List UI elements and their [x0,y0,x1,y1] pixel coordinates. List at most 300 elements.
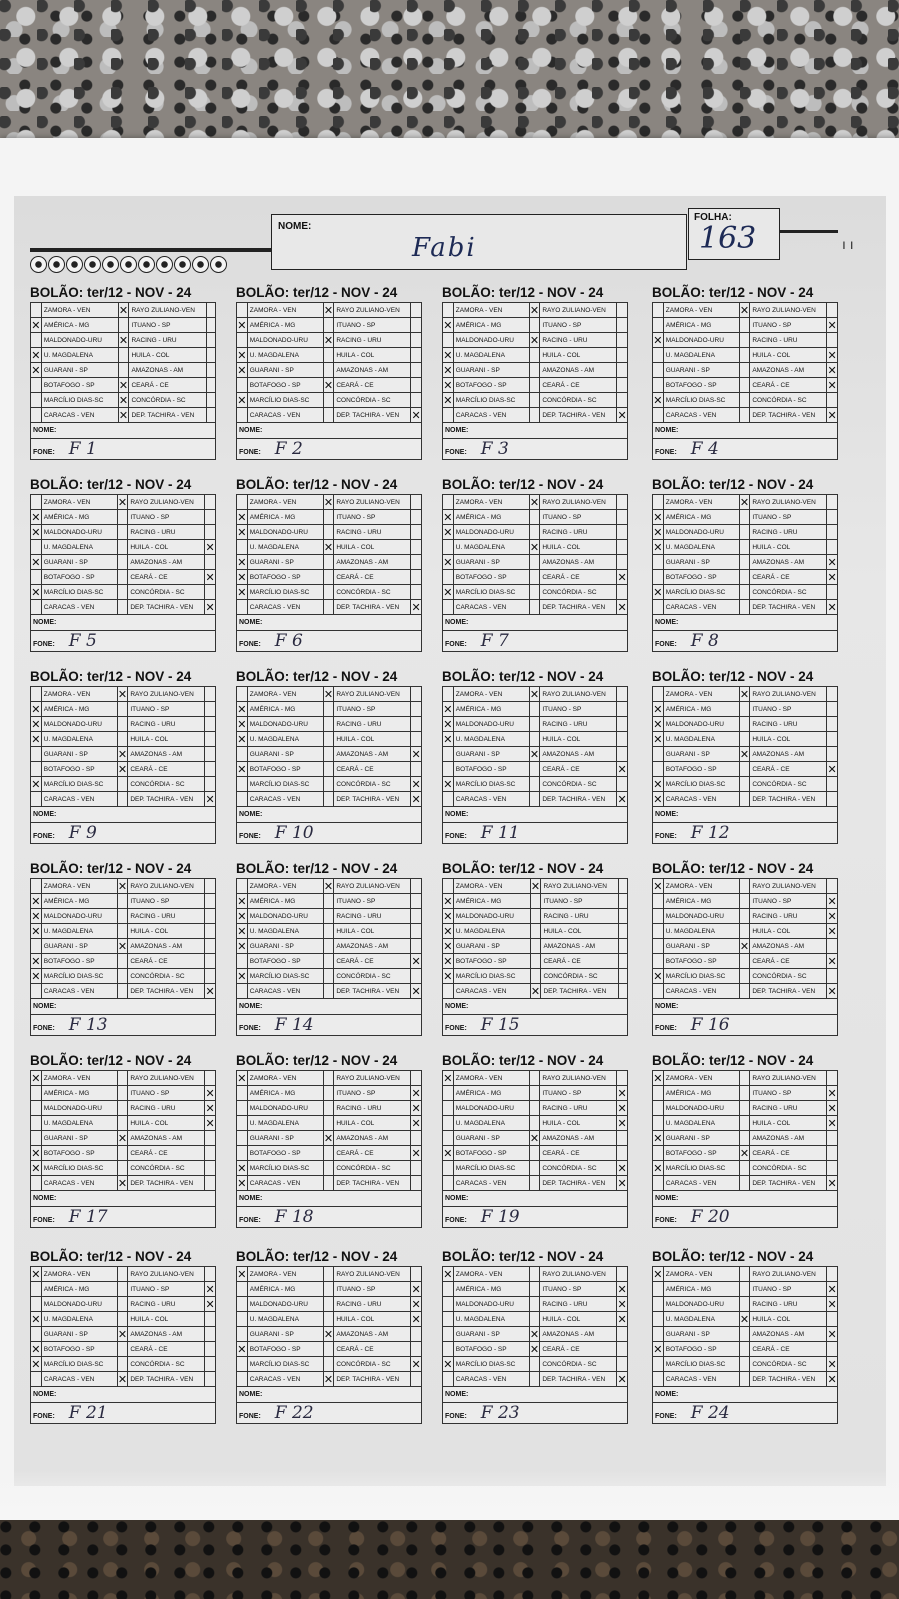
fone-field[interactable] [31,631,216,652]
home-checkbox[interactable] [443,570,454,585]
away-checkbox[interactable] [617,525,628,540]
away-checkbox[interactable] [207,363,216,378]
draw-checkbox[interactable] [118,348,129,363]
home-checkbox[interactable] [653,1357,664,1372]
home-checkbox[interactable] [653,909,664,924]
away-checkbox[interactable]: ✕ [827,601,837,614]
draw-checkbox[interactable] [117,510,128,525]
home-checkbox[interactable]: ✕ [31,1072,41,1085]
draw-checkbox[interactable] [739,333,750,348]
home-checkbox[interactable]: ✕ [31,970,41,983]
home-checkbox[interactable] [653,1282,664,1297]
home-checkbox[interactable] [237,984,248,999]
away-checkbox[interactable] [827,939,838,954]
away-checkbox[interactable]: ✕ [827,763,837,776]
home-checkbox[interactable] [443,1372,454,1387]
draw-checkbox[interactable]: ✕ [117,1373,128,1386]
away-checkbox[interactable] [411,555,422,570]
draw-checkbox[interactable] [117,732,128,747]
draw-checkbox[interactable] [530,939,541,954]
away-checkbox[interactable]: ✕ [205,793,215,806]
away-checkbox[interactable] [207,348,216,363]
draw-checkbox[interactable]: ✕ [323,688,334,701]
away-checkbox[interactable]: ✕ [411,601,421,614]
fone-field[interactable] [653,1403,838,1424]
away-checkbox[interactable] [827,393,838,408]
away-checkbox[interactable] [617,333,628,348]
draw-checkbox[interactable] [739,717,750,732]
home-checkbox[interactable] [653,924,664,939]
draw-checkbox[interactable] [739,510,750,525]
home-checkbox[interactable]: ✕ [31,718,41,731]
home-checkbox[interactable]: ✕ [237,703,247,716]
draw-checkbox[interactable] [323,1342,334,1357]
home-checkbox[interactable] [237,1372,248,1387]
draw-checkbox[interactable]: ✕ [529,1132,540,1145]
draw-checkbox[interactable] [117,777,128,792]
draw-checkbox[interactable] [529,1372,540,1387]
away-checkbox[interactable]: ✕ [827,1373,837,1386]
home-checkbox[interactable] [237,378,248,393]
away-checkbox[interactable]: ✕ [827,985,837,998]
home-checkbox[interactable] [653,1327,664,1342]
draw-checkbox[interactable] [323,747,334,762]
away-checkbox[interactable] [411,909,422,924]
home-checkbox[interactable]: ✕ [653,880,663,893]
away-checkbox[interactable] [617,393,628,408]
draw-checkbox[interactable] [739,1161,750,1176]
home-checkbox[interactable]: ✕ [237,1268,247,1281]
away-checkbox[interactable] [411,510,422,525]
home-checkbox[interactable] [31,1282,42,1297]
draw-checkbox[interactable] [529,363,540,378]
home-checkbox[interactable] [31,1131,42,1146]
draw-checkbox[interactable]: ✕ [117,688,128,701]
home-checkbox[interactable] [31,570,42,585]
home-checkbox[interactable]: ✕ [237,1162,247,1175]
away-checkbox[interactable] [827,1267,838,1282]
draw-checkbox[interactable] [117,894,128,909]
home-checkbox[interactable]: ✕ [31,895,41,908]
away-checkbox[interactable] [617,1267,628,1282]
home-checkbox[interactable]: ✕ [31,1343,41,1356]
home-checkbox[interactable] [31,1372,42,1387]
away-checkbox[interactable]: ✕ [411,1147,421,1160]
home-checkbox[interactable] [443,1312,454,1327]
home-checkbox[interactable]: ✕ [653,793,663,806]
home-checkbox[interactable]: ✕ [653,394,663,407]
draw-checkbox[interactable] [530,954,541,969]
draw-checkbox[interactable] [323,792,334,807]
draw-checkbox[interactable] [739,1327,750,1342]
home-checkbox[interactable]: ✕ [237,895,247,908]
nome-field[interactable] [653,807,838,823]
away-checkbox[interactable] [411,1327,422,1342]
home-checkbox[interactable] [31,687,42,702]
home-checkbox[interactable]: ✕ [653,1132,663,1145]
away-checkbox[interactable] [205,954,216,969]
away-checkbox[interactable] [619,909,628,924]
away-checkbox[interactable] [827,1342,838,1357]
home-checkbox[interactable]: ✕ [31,703,41,716]
home-checkbox[interactable] [237,540,248,555]
away-checkbox[interactable]: ✕ [617,1162,627,1175]
fone-field[interactable] [443,631,628,652]
home-checkbox[interactable] [237,792,248,807]
away-checkbox[interactable] [827,702,838,717]
draw-checkbox[interactable]: ✕ [323,541,334,554]
draw-checkbox[interactable] [117,1071,128,1086]
draw-checkbox[interactable] [529,570,540,585]
home-checkbox[interactable]: ✕ [653,970,663,983]
away-checkbox[interactable]: ✕ [827,1298,837,1311]
home-checkbox[interactable]: ✕ [31,910,41,923]
home-checkbox[interactable] [443,1086,454,1101]
home-checkbox[interactable] [237,747,248,762]
home-checkbox[interactable] [237,495,248,510]
draw-checkbox[interactable] [739,777,750,792]
home-checkbox[interactable] [443,687,454,702]
home-checkbox[interactable]: ✕ [31,925,41,938]
nome-field[interactable] [31,1387,216,1403]
away-checkbox[interactable]: ✕ [827,349,837,362]
home-checkbox[interactable]: ✕ [443,1268,453,1281]
home-checkbox[interactable]: ✕ [653,718,663,731]
draw-checkbox[interactable]: ✕ [118,304,129,317]
away-checkbox[interactable] [827,1131,838,1146]
home-checkbox[interactable] [31,792,42,807]
draw-checkbox[interactable] [323,732,334,747]
draw-checkbox[interactable]: ✕ [117,748,128,761]
home-checkbox[interactable] [443,984,454,999]
home-checkbox[interactable]: ✕ [31,1162,41,1175]
draw-checkbox[interactable]: ✕ [739,940,750,953]
away-checkbox[interactable] [205,702,216,717]
draw-checkbox[interactable] [739,408,750,423]
away-checkbox[interactable] [205,1357,216,1372]
draw-checkbox[interactable] [323,600,334,615]
away-checkbox[interactable] [205,1312,216,1327]
draw-checkbox[interactable] [529,1161,540,1176]
fone-field[interactable] [443,1207,628,1228]
draw-checkbox[interactable] [117,1116,128,1131]
home-checkbox[interactable]: ✕ [237,349,247,362]
draw-checkbox[interactable] [323,909,334,924]
home-checkbox[interactable] [443,1297,454,1312]
draw-checkbox[interactable] [739,570,750,585]
away-checkbox[interactable] [617,318,628,333]
draw-checkbox[interactable]: ✕ [529,334,540,347]
home-checkbox[interactable]: ✕ [653,541,663,554]
draw-checkbox[interactable] [323,1282,334,1297]
draw-checkbox[interactable] [323,969,334,984]
away-checkbox[interactable] [205,495,216,510]
home-checkbox[interactable]: ✕ [443,718,453,731]
away-checkbox[interactable]: ✕ [411,778,421,791]
draw-checkbox[interactable] [323,318,334,333]
away-checkbox[interactable] [411,1176,422,1191]
away-checkbox[interactable]: ✕ [827,910,837,923]
draw-checkbox[interactable] [739,732,750,747]
draw-checkbox[interactable] [117,717,128,732]
away-checkbox[interactable] [411,687,422,702]
away-checkbox[interactable] [617,303,628,318]
home-checkbox[interactable] [31,1116,42,1131]
home-checkbox[interactable]: ✕ [237,718,247,731]
home-checkbox[interactable]: ✕ [31,733,41,746]
draw-checkbox[interactable] [739,1282,750,1297]
draw-checkbox[interactable] [529,1312,540,1327]
away-checkbox[interactable]: ✕ [827,379,837,392]
home-checkbox[interactable]: ✕ [443,379,453,392]
home-checkbox[interactable]: ✕ [443,778,453,791]
away-checkbox[interactable] [205,717,216,732]
nome-field[interactable] [237,423,422,439]
draw-checkbox[interactable] [117,909,128,924]
draw-checkbox[interactable] [529,1071,540,1086]
home-checkbox[interactable]: ✕ [237,556,247,569]
home-checkbox[interactable]: ✕ [653,1268,663,1281]
draw-checkbox[interactable] [117,585,128,600]
fone-field[interactable] [237,1403,422,1424]
away-checkbox[interactable]: ✕ [617,1177,627,1190]
draw-checkbox[interactable] [739,924,750,939]
away-checkbox[interactable] [827,303,838,318]
draw-checkbox[interactable] [323,348,334,363]
away-checkbox[interactable] [411,570,422,585]
away-checkbox[interactable]: ✕ [411,409,421,422]
away-checkbox[interactable] [411,1267,422,1282]
away-checkbox[interactable]: ✕ [205,1087,215,1100]
home-checkbox[interactable]: ✕ [443,526,453,539]
home-checkbox[interactable] [237,1282,248,1297]
draw-checkbox[interactable] [529,348,540,363]
away-checkbox[interactable]: ✕ [827,319,837,332]
away-checkbox[interactable] [617,702,628,717]
draw-checkbox[interactable] [529,585,540,600]
draw-checkbox[interactable] [739,984,750,999]
draw-checkbox[interactable]: ✕ [117,1328,128,1341]
away-checkbox[interactable] [205,762,216,777]
draw-checkbox[interactable] [323,1357,334,1372]
away-checkbox[interactable]: ✕ [205,1117,215,1130]
draw-checkbox[interactable] [323,702,334,717]
draw-checkbox[interactable]: ✕ [739,688,750,701]
home-checkbox[interactable] [443,408,454,423]
away-checkbox[interactable] [617,687,628,702]
away-checkbox[interactable] [411,318,422,333]
away-checkbox[interactable] [205,969,216,984]
away-checkbox[interactable]: ✕ [617,1117,627,1130]
draw-checkbox[interactable] [529,1282,540,1297]
draw-checkbox[interactable] [118,318,129,333]
away-checkbox[interactable] [411,333,422,348]
home-checkbox[interactable]: ✕ [31,349,41,362]
home-checkbox[interactable] [237,600,248,615]
draw-checkbox[interactable] [529,600,540,615]
home-checkbox[interactable] [443,747,454,762]
draw-checkbox[interactable] [117,984,128,999]
draw-checkbox[interactable] [529,1146,540,1161]
away-checkbox[interactable] [617,378,628,393]
home-checkbox[interactable]: ✕ [237,571,247,584]
home-checkbox[interactable] [653,600,664,615]
away-checkbox[interactable] [205,747,216,762]
away-checkbox[interactable]: ✕ [617,1313,627,1326]
away-checkbox[interactable]: ✕ [827,1177,837,1190]
away-checkbox[interactable] [205,1176,216,1191]
away-checkbox[interactable]: ✕ [617,1087,627,1100]
home-checkbox[interactable]: ✕ [237,970,247,983]
draw-checkbox[interactable]: ✕ [323,334,334,347]
home-checkbox[interactable] [653,1372,664,1387]
away-checkbox[interactable] [411,939,422,954]
fone-field[interactable] [653,1207,838,1228]
draw-checkbox[interactable]: ✕ [118,379,129,392]
draw-checkbox[interactable] [117,1267,128,1282]
away-checkbox[interactable]: ✕ [827,571,837,584]
fone-field[interactable] [653,439,838,460]
draw-checkbox[interactable] [739,585,750,600]
away-checkbox[interactable]: ✕ [411,1298,421,1311]
home-checkbox[interactable] [653,1116,664,1131]
draw-checkbox[interactable] [739,954,750,969]
home-checkbox[interactable] [31,600,42,615]
home-checkbox[interactable]: ✕ [443,925,453,938]
nome-field[interactable] [31,999,216,1015]
away-checkbox[interactable] [619,954,628,969]
home-checkbox[interactable]: ✕ [31,586,41,599]
fone-field[interactable] [653,823,838,844]
draw-checkbox[interactable] [117,969,128,984]
draw-checkbox[interactable]: ✕ [739,496,750,509]
home-checkbox[interactable] [31,408,42,423]
home-checkbox[interactable]: ✕ [443,364,453,377]
away-checkbox[interactable] [411,924,422,939]
away-checkbox[interactable]: ✕ [411,985,421,998]
draw-checkbox[interactable] [529,525,540,540]
home-checkbox[interactable]: ✕ [31,526,41,539]
nome-field[interactable] [443,999,628,1015]
draw-checkbox[interactable] [117,600,128,615]
draw-checkbox[interactable] [739,525,750,540]
away-checkbox[interactable] [411,702,422,717]
draw-checkbox[interactable] [323,1161,334,1176]
home-checkbox[interactable]: ✕ [443,733,453,746]
draw-checkbox[interactable] [117,954,128,969]
draw-checkbox[interactable] [323,1176,334,1191]
home-checkbox[interactable] [31,1101,42,1116]
fone-field[interactable] [653,1015,838,1036]
home-checkbox[interactable] [653,495,664,510]
draw-checkbox[interactable] [529,1357,540,1372]
home-checkbox[interactable] [31,939,42,954]
draw-checkbox[interactable] [739,1372,750,1387]
home-checkbox[interactable] [31,495,42,510]
home-checkbox[interactable]: ✕ [653,334,663,347]
nome-field[interactable] [237,807,422,823]
home-checkbox[interactable] [237,777,248,792]
away-checkbox[interactable]: ✕ [617,1283,627,1296]
away-checkbox[interactable]: ✕ [205,571,215,584]
home-checkbox[interactable] [653,1312,664,1327]
home-checkbox[interactable] [31,747,42,762]
draw-checkbox[interactable]: ✕ [529,1328,540,1341]
away-checkbox[interactable] [827,969,838,984]
draw-checkbox[interactable] [530,909,541,924]
draw-checkbox[interactable] [117,1282,128,1297]
draw-checkbox[interactable] [117,555,128,570]
fone-field[interactable] [443,823,628,844]
home-checkbox[interactable]: ✕ [31,1147,41,1160]
draw-checkbox[interactable] [529,762,540,777]
draw-checkbox[interactable] [739,393,750,408]
away-checkbox[interactable] [617,1131,628,1146]
home-checkbox[interactable]: ✕ [443,955,453,968]
home-checkbox[interactable] [443,879,454,894]
home-checkbox[interactable] [237,408,248,423]
away-checkbox[interactable]: ✕ [827,1117,837,1130]
away-checkbox[interactable]: ✕ [617,1373,627,1386]
away-checkbox[interactable]: ✕ [827,955,837,968]
home-checkbox[interactable] [31,879,42,894]
home-checkbox[interactable] [443,1101,454,1116]
draw-checkbox[interactable] [323,894,334,909]
away-checkbox[interactable] [619,969,628,984]
nome-field[interactable] [237,615,422,631]
home-checkbox[interactable]: ✕ [237,364,247,377]
home-checkbox[interactable] [443,792,454,807]
home-checkbox[interactable]: ✕ [653,778,663,791]
draw-checkbox[interactable]: ✕ [529,748,540,761]
draw-checkbox[interactable]: ✕ [529,1343,540,1356]
draw-checkbox[interactable] [117,1357,128,1372]
home-checkbox[interactable] [653,762,664,777]
nome-field[interactable] [653,999,838,1015]
draw-checkbox[interactable] [739,762,750,777]
away-checkbox[interactable]: ✕ [205,1283,215,1296]
draw-checkbox[interactable]: ✕ [117,1132,128,1145]
draw-checkbox[interactable] [739,555,750,570]
home-checkbox[interactable]: ✕ [653,703,663,716]
home-checkbox[interactable]: ✕ [653,526,663,539]
home-checkbox[interactable] [443,1282,454,1297]
away-checkbox[interactable]: ✕ [617,793,627,806]
home-checkbox[interactable] [443,1116,454,1131]
away-checkbox[interactable]: ✕ [205,1298,215,1311]
home-checkbox[interactable] [31,540,42,555]
nome-field[interactable] [653,423,838,439]
home-checkbox[interactable]: ✕ [31,778,41,791]
draw-checkbox[interactable] [529,555,540,570]
away-checkbox[interactable]: ✕ [205,1102,215,1115]
away-checkbox[interactable]: ✕ [205,541,215,554]
home-checkbox[interactable] [653,984,664,999]
home-checkbox[interactable] [653,1101,664,1116]
away-checkbox[interactable] [205,1146,216,1161]
draw-checkbox[interactable] [739,1071,750,1086]
home-checkbox[interactable] [653,1086,664,1101]
draw-checkbox[interactable] [117,702,128,717]
draw-checkbox[interactable] [739,1176,750,1191]
draw-checkbox[interactable] [739,1131,750,1146]
away-checkbox[interactable]: ✕ [617,1298,627,1311]
draw-checkbox[interactable]: ✕ [118,409,129,422]
fone-field[interactable] [653,631,838,652]
draw-checkbox[interactable]: ✕ [739,1147,750,1160]
home-checkbox[interactable] [653,687,664,702]
fone-field[interactable] [237,823,422,844]
